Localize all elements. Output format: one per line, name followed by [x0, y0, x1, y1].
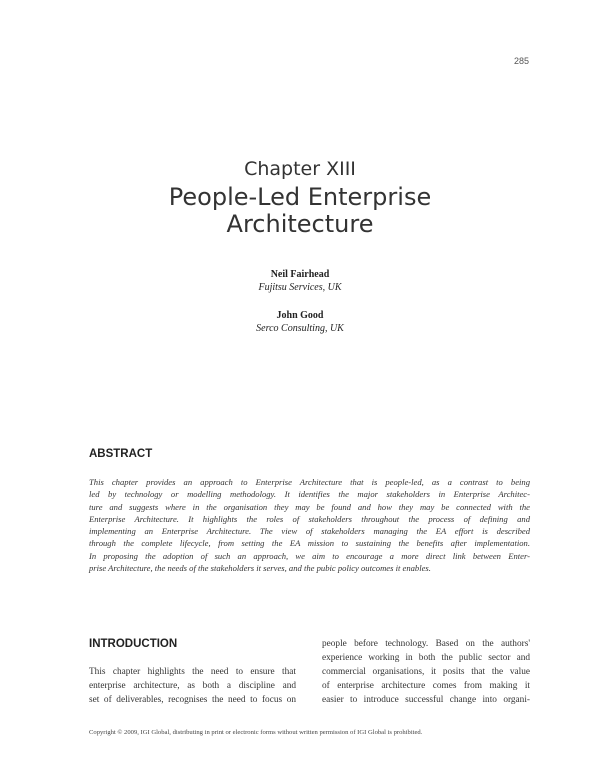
- introduction-right-column: [322, 638, 530, 708]
- author-name: John Good: [276, 310, 324, 321]
- chapter-title-line-1: People-Led Enterprise: [168, 183, 432, 211]
- author-block-1: [0, 268, 600, 294]
- abstract-body: [89, 476, 530, 574]
- abstract-line: prise Architecture, the needs of the stakeholders it serves, and the pubic policy outcomes it enables.: [89, 563, 431, 574]
- abstract-line: This chapter provides an approach to Enterprise Architecture that is people-led, as a contrast to being: [89, 477, 530, 487]
- abstract-heading: ABSTRACT: [89, 448, 153, 460]
- introduction-left-column: [89, 666, 296, 708]
- body-line: This chapter highlights the need to ensure that: [89, 667, 296, 677]
- abstract-line: ture and suggests where in the organisation they may be found and how they may be connected with the: [89, 501, 530, 512]
- body-line: of enterprise architecture comes from making it: [322, 680, 530, 691]
- introduction-heading: INTRODUCTION: [89, 638, 178, 650]
- page-number: 285: [513, 56, 529, 66]
- body-line: experience working in both the public sector and: [322, 652, 530, 663]
- chapter-title: [0, 184, 600, 238]
- abstract-line: led by technology or modelling methodology. It identifies the major stakeholders in Enterprise Architec-: [89, 489, 530, 500]
- copyright-footer: Copyright © 2009, IGI Global, distributing in print or electronic forms without written permission of IGI Global is prohibited.: [89, 729, 423, 736]
- abstract-line: In proposing the adoption of such an approach, we aim to encourage a more direct link between Enter-: [89, 550, 530, 561]
- author-affiliation: Fujitsu Services, UK: [258, 282, 342, 293]
- body-line: set of deliverables, recognises the need to focus on: [89, 694, 296, 705]
- author-block-2: [0, 309, 600, 335]
- chapter-title-line-2: Architecture: [226, 210, 374, 238]
- author-name: Neil Fairhead: [270, 269, 330, 280]
- abstract-line: through the complete lifecycle, from setting the EA mission to sustaining the benefits after implementation.: [89, 538, 530, 549]
- body-line: people before technology. Based on the authors': [322, 639, 530, 649]
- abstract-line: implementing an Enterprise Architecture. The view of stakeholders managing the EA effort is described: [89, 526, 530, 537]
- author-affiliation: Serco Consulting, UK: [256, 323, 344, 334]
- body-line: enterprise architecture, as both a discipline and: [89, 680, 296, 691]
- abstract-line: Enterprise Architecture. It highlights the roles of stakeholders throughout the process of defining and: [89, 513, 530, 524]
- body-line: easier to introduce successful change into organi-: [322, 694, 530, 705]
- chapter-label: Chapter XIII: [244, 158, 356, 180]
- body-line: commercial organisations, it posits that the value: [322, 666, 530, 677]
